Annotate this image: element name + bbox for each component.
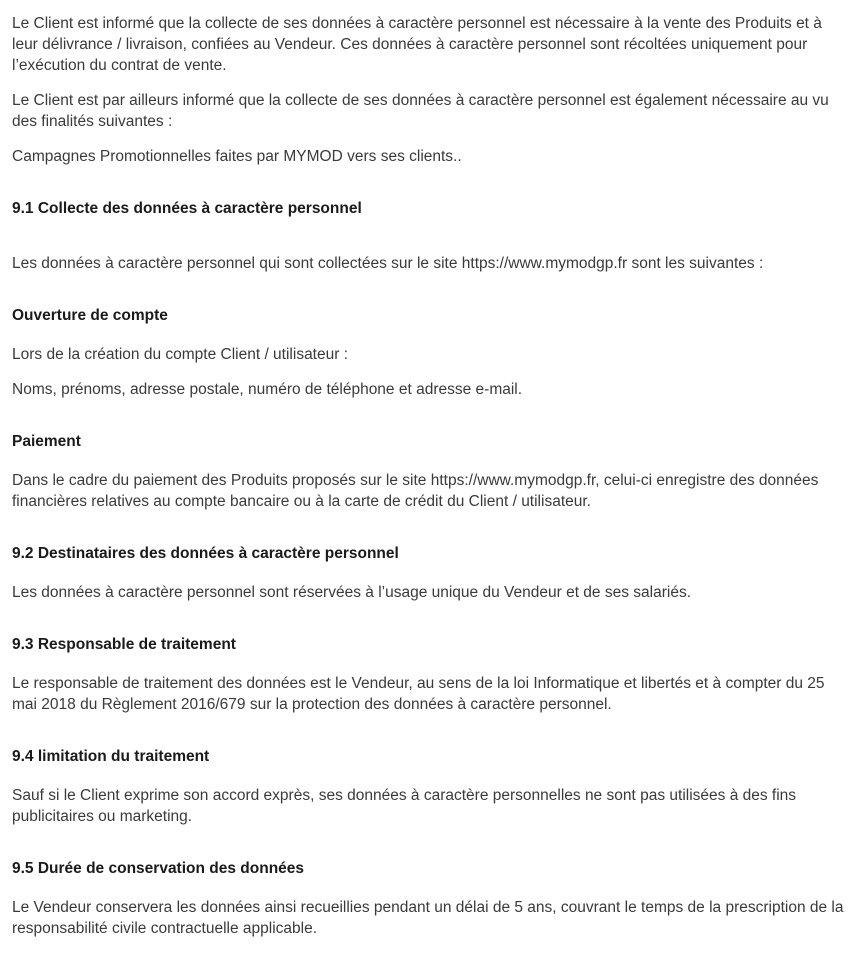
paragraph-creation-compte: Lors de la création du compte Client / utilisateur : — [12, 346, 349, 363]
section-heading-9-3-responsable: 9.3 Responsable de traitement — [12, 636, 236, 653]
paragraph-campagnes-promotionnelles: Campagnes Promotionnelles faites par MYMOD vers ses clients.. — [12, 148, 462, 165]
subheading-ouverture-de-compte: Ouverture de compte — [12, 307, 168, 324]
paragraph-usage-vendeur: Les données à caractère personnel sont réservées à l’usage unique du Vendeur et de ses salariés. — [12, 584, 691, 601]
paragraph-duree-conservation: Le Vendeur conservera les données ainsi recueillies pendant un délai de 5 ans, couvrant le temps de la prescription de la responsabilité civile contractuelle applicable. — [12, 899, 844, 937]
paragraph-donnees-identite: Noms, prénoms, adresse postale, numéro de téléphone et adresse e-mail. — [12, 381, 523, 398]
paragraph-donnees-collectees-site: Les données à caractère personnel qui sont collectées sur le site https://www.mymodgp.fr sont les suivantes : — [12, 255, 764, 272]
paragraph-intro-collecte: Le Client est informé que la collecte de ses données à caractère personnel est nécessaire à la vente des Produits et à leur délivrance / livraison, confiées au Vendeur. Ces données à caractère personnel sont récoltées uniquement pour l’exécution du contrat de vente. — [12, 15, 822, 74]
subheading-paiement: Paiement — [12, 433, 81, 450]
section-heading-9-5-conservation: 9.5 Durée de conservation des données — [12, 860, 305, 877]
section-heading-9-1-collecte: 9.1 Collecte des données à caractère personnel — [12, 200, 362, 217]
section-heading-9-2-destinataires: 9.2 Destinataires des données à caractère personnel — [12, 545, 399, 562]
paragraph-limitation-traitement: Sauf si le Client exprime son accord exprès, ses données à caractère personnelles ne sont pas utilisées à des fins publicitaires ou marketing. — [12, 787, 797, 825]
paragraph-intro-finalites: Le Client est par ailleurs informé que la collecte de ses données à caractère personnel est également nécessaire au vu des finalités suivantes : — [12, 92, 829, 130]
paragraph-responsable-traitement: Le responsable de traitement des données est le Vendeur, au sens de la loi Informatique et libertés et à compter du 25 mai 2018 du Règlement 2016/679 sur la protection des données à caractère personnel. — [12, 675, 825, 713]
paragraph-donnees-paiement: Dans le cadre du paiement des Produits proposés sur le site https://www.mymodgp.fr, celui-ci enregistre des données financières relatives au compte bancaire ou à la carte de crédit du Client / utilisateur. — [12, 472, 819, 510]
section-heading-9-4-limitation: 9.4 limitation du traitement — [12, 748, 210, 765]
